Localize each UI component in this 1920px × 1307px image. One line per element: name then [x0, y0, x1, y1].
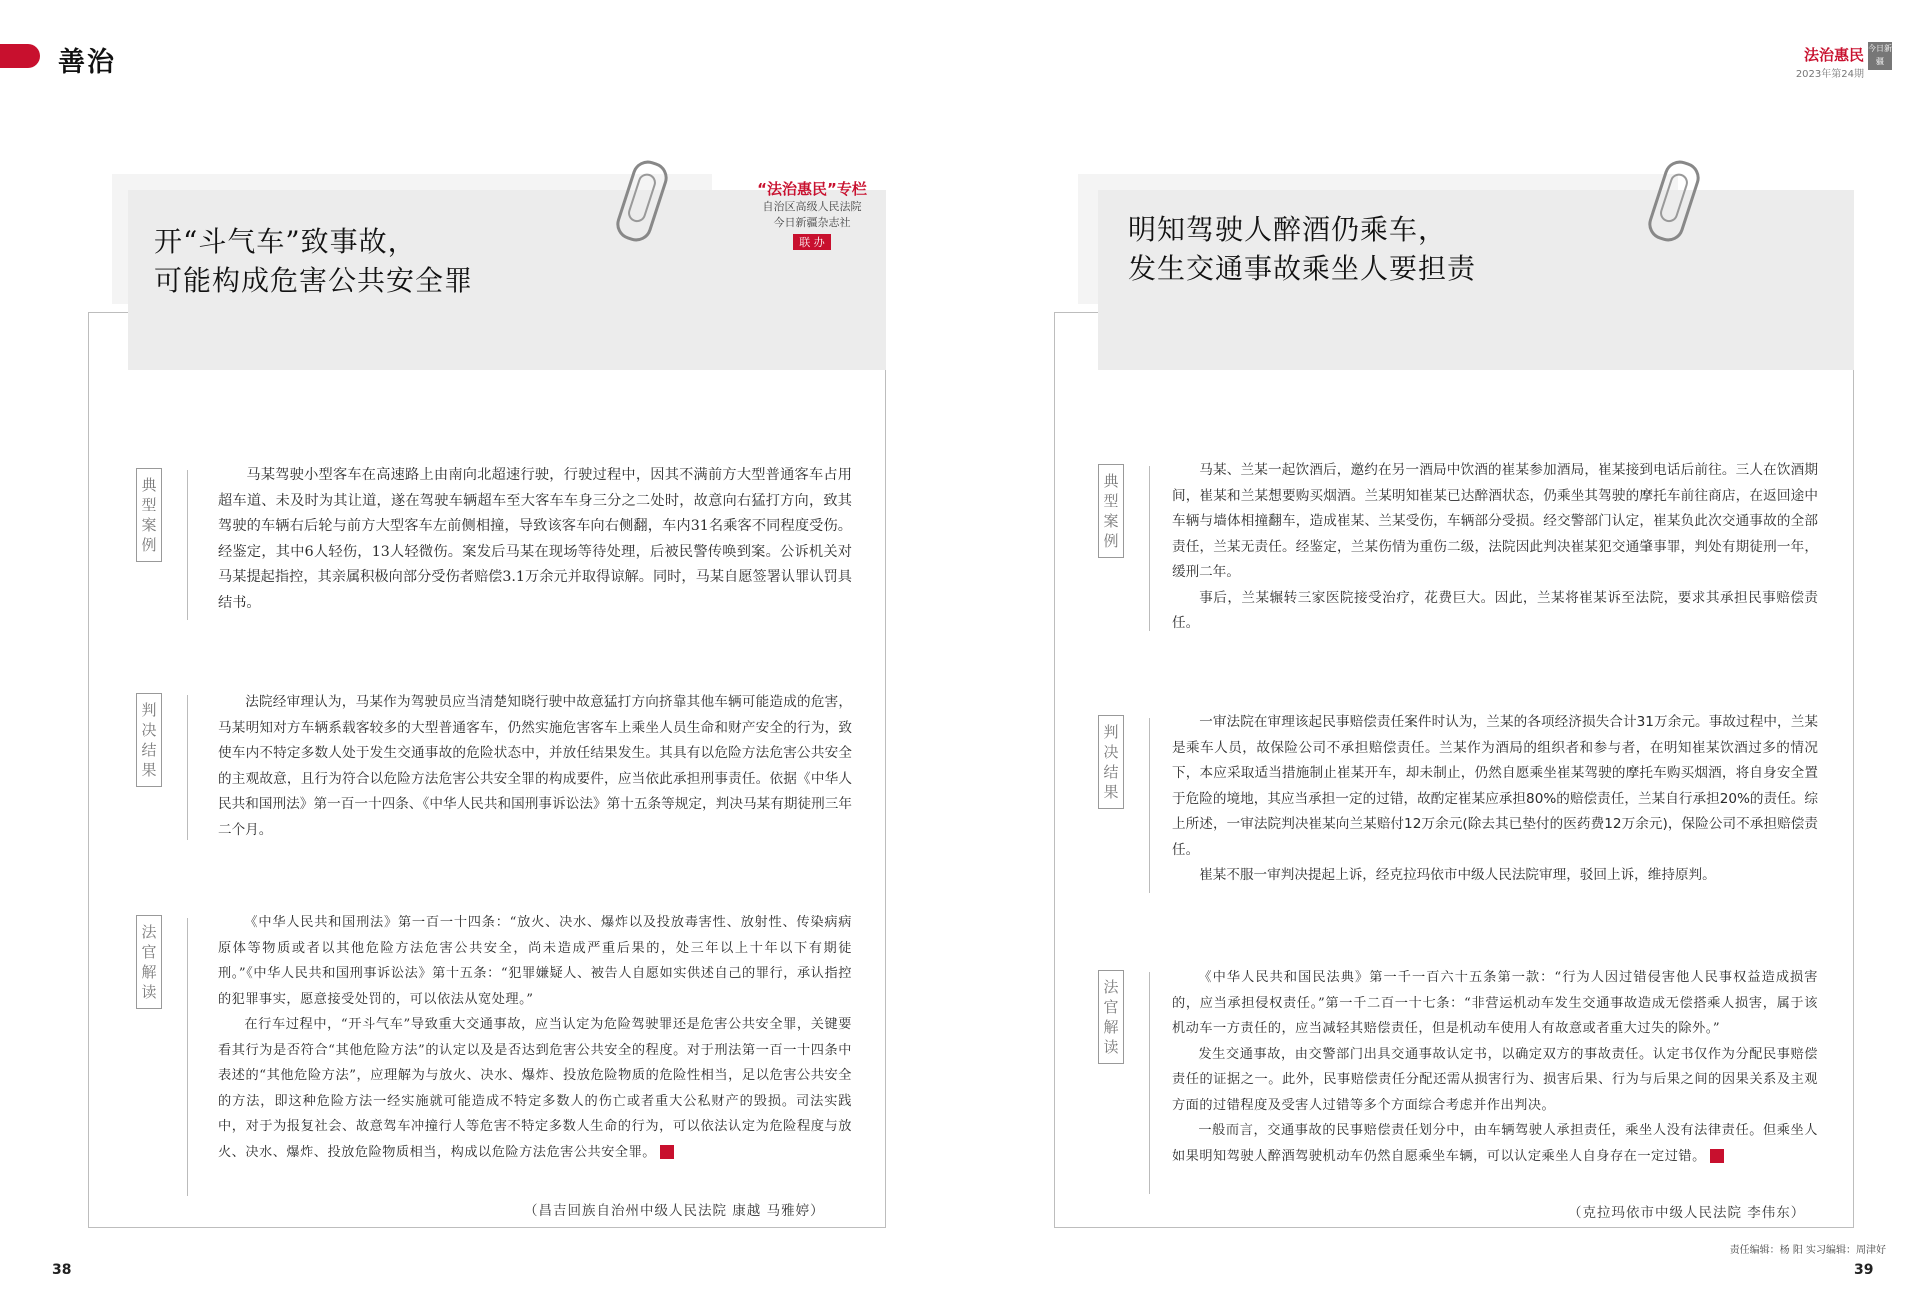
- title-line: 明知驾驶人醉酒仍乘车，: [1128, 213, 1448, 246]
- issue-label: 2023年第24期: [1795, 69, 1864, 80]
- paragraph: 崔某不服一审判决提起上诉，经克拉玛依市中级人民法院审理，驳回上诉，维持原判。: [1199, 867, 1716, 883]
- column-org: 今日新疆杂志社: [773, 216, 851, 229]
- case-text: [218, 463, 852, 616]
- section-divider: [1149, 972, 1150, 1194]
- section-divider: [187, 695, 188, 840]
- article-title-right: [1128, 210, 1476, 288]
- paragraph: 《中华人民共和国民法典》第一千一百六十五条第一款：“行为人因过错侵害他人民事权益造成损害的，应当承担侵权责任。”第一千二百一十七条：“非营运机动车发生交通事故造成无偿搭乘人损害，属于该机动车一方责任的，应当减轻其赔偿责任，但是机动车使用人有故意或者重大过失的除外。”: [1172, 970, 1818, 1036]
- title-line: 发生交通事故乘坐人要担责: [1128, 252, 1477, 285]
- paragraph-text: 在行车过程中，“开斗气车”导致重大交通事故，应当认定为危险驾驶罪还是危害公共安全罪，关键要看其行为是否符合“其他危险方法”的认定以及是否达到危害公共安全的程度。对于刑法第一百一十四条中表述的“其他危险方法”，应理解为与放火、决水、爆炸、投放危险物质的危险性相当，足以危害公共安全的方法，即这种危险方法一经实施就可能造成不特定多数人的伤亡或者重大公私财产的毁损。司法实践中，对于为报复社会、故意驾车冲撞行人等危害不特定多数人生命的行为，可以依法认定为危险程度与放火、决水、爆炸、投放危险物质相当，构成以危险方法危害公共安全罪。: [218, 1017, 852, 1160]
- paragraph: [218, 1012, 852, 1165]
- case-text: [1172, 458, 1818, 637]
- editor-credits: 责任编辑：杨 阳 实习编辑：周津好: [1729, 1245, 1886, 1256]
- paragraph: 事后，兰某辗转三家医院接受治疗，花费巨大。因此，兰某将崔某诉至法院，要求其承担民事赔偿责任。: [1172, 589, 1818, 631]
- page-number: 39: [1854, 1262, 1874, 1278]
- column-title: “法治惠民”专栏: [757, 180, 867, 198]
- magazine-logo: 今日新疆: [1868, 42, 1892, 70]
- section-divider: [1149, 718, 1150, 893]
- column-badge: [742, 178, 882, 250]
- section-label-verdict: 判决结果: [136, 693, 162, 787]
- verdict-text: [218, 690, 852, 843]
- article-title-left: [154, 222, 473, 300]
- section-divider: [187, 918, 188, 1196]
- verdict-text: [1172, 710, 1818, 889]
- paragraph: 发生交通事故，由交警部门出具交通事故认定书，以确定双方的事故责任。认定书仅作为分配民事赔偿责任的证据之一。此外，民事赔偿责任分配还需从损害行为、损害后果、行为与后果之间的因果关系及主观方面的过错程度及受害人过错等多个方面综合考虑并作出判决。: [1172, 1046, 1818, 1113]
- title-line: 开“斗气车”致事故，: [154, 225, 417, 258]
- section-label-verdict: 判决结果: [1098, 715, 1124, 809]
- joint-badge: 联 办: [793, 234, 831, 250]
- author-source: （克拉玛依市中级人民法院 李伟东）: [1568, 1205, 1806, 1221]
- end-mark-icon: ◢: [660, 1145, 674, 1159]
- end-mark-icon: ◢: [1710, 1149, 1724, 1163]
- page-number: 38: [52, 1262, 72, 1278]
- column-org: 自治区高级人民法院: [762, 200, 862, 213]
- paragraph: 法院经审理认为，马某作为驾驶员应当清楚知晓行驶中故意猛打方向挤靠其他车辆可能造成的危害，马某明知对方车辆系载客较多的大型普通客车，仍然实施危害客车上乘坐人员生命和财产安全的行为，致使车内不特定多数人处于发生交通事故的危险状态中，并放任结果发生。其具有以危险方法危害公共安全的主观故意，且行为符合以危险方法危害公共安全罪的构成要件，应当依此承担刑事责任。依据《中华人民共和国刑法》第一百一十四条、《中华人民共和国刑事诉讼法》第十五条等规定，判决马某有期徒刑三年二个月。: [218, 694, 852, 838]
- judge-text: [218, 910, 852, 1165]
- judge-text: [1172, 965, 1818, 1169]
- brand-block: [1796, 44, 1864, 80]
- section-label-case: 典型案例: [1098, 464, 1124, 558]
- author-source: （昌吉回族自治州中级人民法院 康越 马雅婷）: [524, 1203, 825, 1219]
- section-title: 善治: [58, 47, 116, 78]
- section-label-case: 典型案例: [136, 468, 162, 562]
- paragraph: 马某驾驶小型客车在高速路上由南向北超速行驶，行驶过程中，因其不满前方大型普通客车占用超车道、未及时为其让道，遂在驾驶车辆超车至大客车车身三分之二处时，故意向右猛打方向，致其驾驶的车辆右后轮与前方大型客车左前侧相撞，导致该客车向右侧翻，车内31名乘客不同程度受伤。经鉴定，其中6人轻伤，13人轻微伤。案发后马某在现场等待处理，后被民警传唤到案。公诉机关对马某提起指控，其亲属积极向部分受伤者赔偿3.1万余元并取得谅解。同时，马某自愿签署认罪认罚具结书。: [218, 467, 852, 611]
- title-line: 可能构成危害公共安全罪: [154, 264, 474, 297]
- paragraph: 一审法院在审理该起民事赔偿责任案件时认为，兰某的各项经济损失合计31万余元。事故过程中，兰某是乘车人员，故保险公司不承担赔偿责任。兰某作为酒局的组织者和参与者，在明知崔某饮酒过多的情况下，本应采取适当措施制止崔某开车，却未制止，仍然自愿乘坐崔某驾驶的摩托车购买烟酒，将自身安全置于危险的境地，其应当承担一定的过错，故酌定崔某应承担80%的赔偿责任，兰某自行承担20%的责任。综上所述，一审法院判决崔某向兰某赔付12万余元(除去其已垫付的医药费12万余元)，保险公司不承担赔偿责任。: [1172, 714, 1818, 858]
- section-divider: [187, 470, 188, 620]
- paragraph: [1172, 1118, 1818, 1169]
- paragraph: 《中华人民共和国刑法》第一百一十四条：“放火、决水、爆炸以及投放毒害性、放射性、传染病病原体等物质或者以其他危险方法危害公共安全，尚未造成严重后果的，处三年以上十年以下有期徒刑。”《中华人民共和国刑事诉讼法》第十五条：“犯罪嫌疑人、被告人自愿如实供述自己的罪行，承认指控的犯罪事实，愿意接受处罚的，可以依法从宽处理。”: [218, 915, 852, 1007]
- brand-name: 法治惠民: [1803, 46, 1864, 64]
- section-label-judge: 法官解读: [1098, 970, 1124, 1064]
- section-divider: [1149, 466, 1150, 631]
- paragraph: 马某、兰某一起饮酒后，邀约在另一酒局中饮酒的崔某参加酒局，崔某接到电话后前往。三人在饮酒期间，崔某和兰某想要购买烟酒。兰某明知崔某已达醉酒状态，仍乘坐其驾驶的摩托车前往商店，在返回途中车辆与墙体相撞翻车，造成崔某、兰某受伤，车辆部分受损。经交警部门认定，崔某负此次交通事故的全部责任，兰某无责任。经鉴定，兰某伤情为重伤二级，法院因此判决崔某犯交通肇事罪，判处有期徒刑一年，缓刑二年。: [1172, 462, 1818, 580]
- paragraph-text: 一般而言，交通事故的民事赔偿责任划分中，由车辆驾驶人承担责任，乘坐人没有法律责任。但乘坐人如果明知驾驶人醉酒驾驶机动车仍然自愿乘坐车辆，可以认定乘坐人自身存在一定过错。: [1172, 1123, 1818, 1164]
- section-tab: [0, 44, 40, 68]
- section-label-judge: 法官解读: [136, 915, 162, 1009]
